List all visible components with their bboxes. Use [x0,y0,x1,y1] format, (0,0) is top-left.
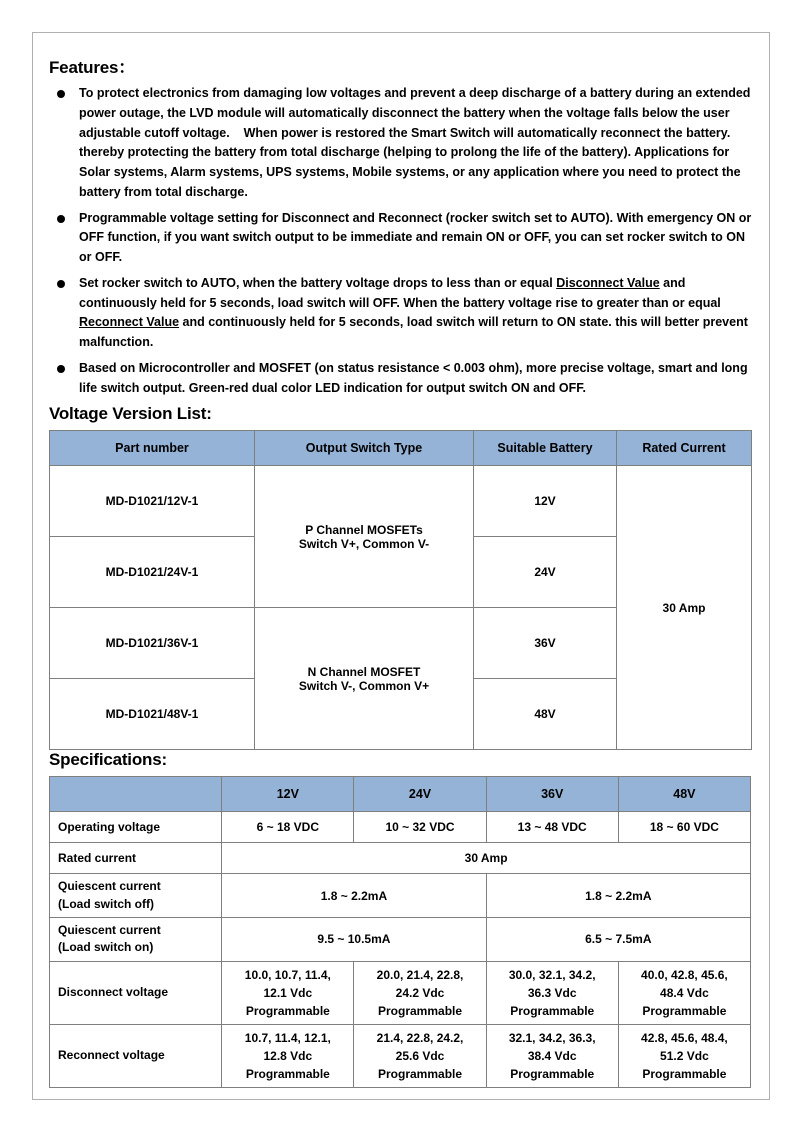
specifications-heading: Specifications: [49,750,167,770]
cell-quiescent-on-left: 9.5 ~ 10.5mA [222,918,486,962]
quiescent-on-label-line1: Quiescent current [58,923,161,938]
reconnect-12v-line1: 10.7, 11.4, 12.1, [244,1030,331,1045]
row-label-reconnect-voltage: Reconnect voltage [50,1024,222,1087]
cell-part-number: MD-D1021/48V-1 [50,679,255,750]
cell-operating-voltage-24v: 10 ~ 32 VDC [354,812,486,843]
cell-suitable-battery: 36V [474,608,617,679]
reconnect-36v-line3: Programmable [510,1066,595,1081]
disconnect-36v-line2: 36.3 Vdc [527,985,577,1000]
feature-text: and continuously held for 5 seconds, load switch will OFF. When the battery voltage rise to greater than or equal [79,275,721,310]
column-header-36v: 36V [486,777,618,812]
cell-reconnect-48v [618,1024,750,1087]
cell-reconnect-24v [354,1024,486,1087]
feature-item [49,359,753,399]
feature-item [49,84,753,203]
cell-operating-voltage-12v: 6 ~ 18 VDC [222,812,354,843]
cell-rated-current-all: 30 Amp [222,843,751,874]
column-header-part-number: Part number [50,431,255,466]
switch-type-p-line1: P Channel MOSFETs [305,522,423,537]
table-row-quiescent-off [50,874,751,918]
switch-type-p-line2: Switch V+, Common V- [298,536,430,551]
column-header-blank [50,777,222,812]
reconnect-36v-line1: 32.1, 34.2, 36.3, [508,1030,596,1045]
disconnect-24v-line2: 24.2 Vdc [395,985,445,1000]
quiescent-off-label-line2: (Load switch off) [58,896,154,911]
feature-text: Programmable voltage setting for Disconnect and Reconnect (rocker switch set to AUTO). With emergency ON or OFF function, if you want switch output to be immediate and remain ON or OFF, you can set rocker switch to ON or OFF. [79,210,752,264]
disconnect-12v-line3: Programmable [245,1003,330,1018]
disconnect-48v-line1: 40.0, 42.8, 45.6, [641,967,728,982]
cell-reconnect-36v [486,1024,618,1087]
column-header-48v: 48V [618,777,750,812]
column-header-output-switch-type: Output Switch Type [255,431,474,466]
column-header-24v: 24V [354,777,486,812]
disconnect-24v-line1: 20.0, 21.4, 22.8, [376,967,464,982]
quiescent-on-label-line2: (Load switch on) [58,940,154,955]
cell-operating-voltage-48v: 18 ~ 60 VDC [618,812,750,843]
specifications-table [49,776,751,1088]
feature-item [49,209,753,268]
cell-suitable-battery: 24V [474,537,617,608]
reconnect-24v-line1: 21.4, 22.8, 24.2, [376,1030,464,1045]
cell-switch-type-n [255,608,474,750]
cell-part-number: MD-D1021/24V-1 [50,537,255,608]
feature-term-underlined: Disconnect Value [556,275,660,290]
features-list [49,84,753,398]
row-label-operating-voltage: Operating voltage [50,812,222,843]
cell-switch-type-p [255,466,474,608]
reconnect-12v-line2: 12.8 Vdc [263,1048,313,1063]
disconnect-12v-line2: 12.1 Vdc [263,985,313,1000]
cell-disconnect-24v [354,961,486,1024]
row-label-quiescent-off [50,874,222,918]
voltage-version-table [49,430,752,750]
cell-suitable-battery: 48V [474,679,617,750]
switch-type-n-line1: N Channel MOSFET [307,664,421,679]
bullet-icon [57,90,65,98]
table-row-reconnect-voltage [50,1024,751,1087]
reconnect-48v-line3: Programmable [642,1066,727,1081]
reconnect-12v-line3: Programmable [245,1066,330,1081]
cell-suitable-battery: 12V [474,466,617,537]
feature-text: Set rocker switch to AUTO, when the battery voltage drops to less than or equal [79,275,557,290]
disconnect-48v-line2: 48.4 Vdc [660,985,709,1000]
feature-item [49,274,753,353]
bullet-icon [57,215,65,223]
cell-disconnect-48v [618,961,750,1024]
features-heading: Features： [49,58,136,77]
feature-text: and continuously held for 5 seconds, load switch will return to ON state. this will better prevent malfunction. [79,315,748,349]
disconnect-48v-line3: Programmable [642,1003,727,1018]
document-page [32,32,770,1100]
cell-disconnect-36v [486,961,618,1024]
table-row-disconnect-voltage [50,961,751,1024]
switch-type-n-line2: Switch V-, Common V+ [298,678,430,693]
disconnect-12v-line1: 10.0, 10.7, 11.4, [244,967,331,982]
row-label-quiescent-on [50,918,222,962]
bullet-icon [57,280,65,288]
cell-operating-voltage-36v: 13 ~ 48 VDC [486,812,618,843]
cell-disconnect-12v [222,961,354,1024]
cell-quiescent-off-left: 1.8 ~ 2.2mA [222,874,486,918]
cell-rated-current: 30 Amp [617,466,752,750]
column-header-12v: 12V [222,777,354,812]
reconnect-24v-line3: Programmable [378,1066,463,1081]
table-header-row [50,431,752,466]
cell-reconnect-12v [222,1024,354,1087]
disconnect-36v-line1: 30.0, 32.1, 34.2, [508,967,596,982]
column-header-suitable-battery: Suitable Battery [474,431,617,466]
disconnect-36v-line3: Programmable [510,1003,595,1018]
quiescent-off-label-line1: Quiescent current [58,879,161,894]
reconnect-24v-line2: 25.6 Vdc [395,1048,445,1063]
reconnect-48v-line2: 51.2 Vdc [660,1048,709,1063]
bullet-icon [57,365,65,373]
cell-part-number: MD-D1021/12V-1 [50,466,255,537]
table-row-quiescent-on [50,918,751,962]
feature-term-underlined: Reconnect Value [79,315,180,330]
reconnect-48v-line1: 42.8, 45.6, 48.4, [641,1030,728,1045]
cell-part-number: MD-D1021/36V-1 [50,608,255,679]
table-row [50,466,752,537]
table-row-operating-voltage [50,812,751,843]
table-row-rated-current [50,843,751,874]
column-header-rated-current: Rated Current [617,431,752,466]
feature-text: Based on Microcontroller and MOSFET (on status resistance < 0.003 ohm), more precise voltage, smart and long life switch output. Green-red dual color LED indication for output switch ON and OFF. [79,360,748,395]
cell-quiescent-on-right: 6.5 ~ 7.5mA [486,918,750,962]
reconnect-36v-line2: 38.4 Vdc [527,1048,577,1063]
cell-quiescent-off-right: 1.8 ~ 2.2mA [486,874,750,918]
voltage-version-list-heading: Voltage Version List: [49,404,212,424]
row-label-rated-current: Rated current [50,843,222,874]
row-label-disconnect-voltage: Disconnect voltage [50,961,222,1024]
table-header-row [50,777,751,812]
feature-text: To protect electronics from damaging low voltages and prevent a deep discharge of a battery during an extended power outage, the LVD module will automatically disconnect the battery when the voltage falls below the user adjustable cutoff voltage. When power is restored the Smart Switch will automatically reconnect the battery. thereby protecting the battery from total discharge (helping to prolong the life of the battery). Applications for Solar systems, Alarm systems, UPS systems, Mobile systems, or any application where you need to protect the battery from total discharge. [79,86,751,199]
disconnect-24v-line3: Programmable [378,1003,463,1018]
